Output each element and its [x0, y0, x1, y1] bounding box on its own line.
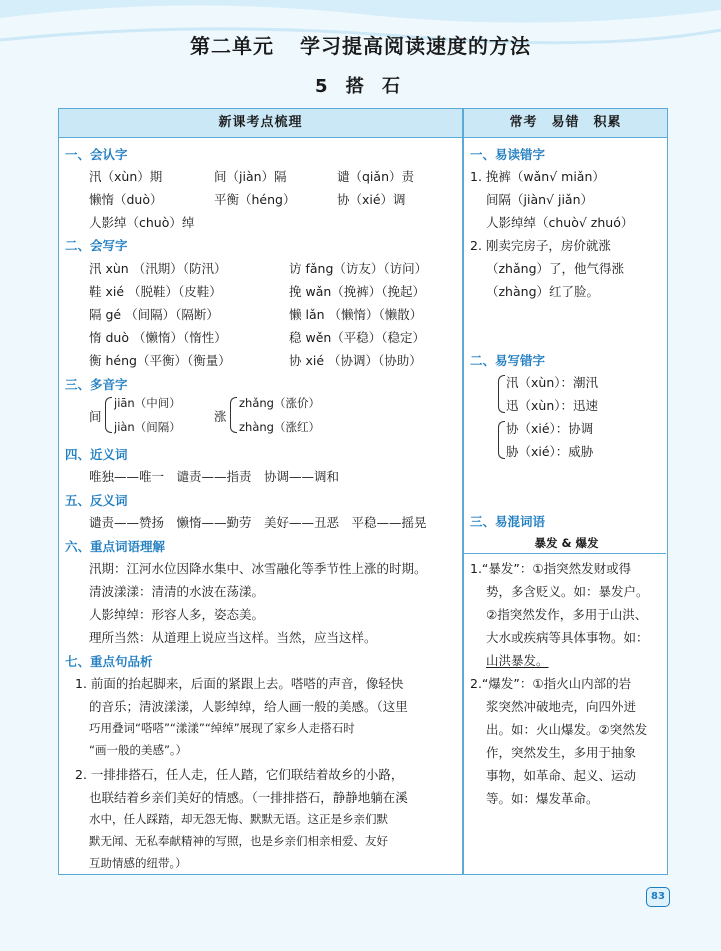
char-item: 汛（xùn）期	[89, 169, 163, 184]
write-item: 鞋 xié （脱鞋）（皮鞋）	[89, 284, 222, 299]
sentence-line: 2. 一排排搭石，任人走，任人踏，它们联结着故乡的小路，	[75, 767, 404, 782]
misread-item: （zhàng）红了脸。	[486, 284, 600, 299]
char-item: 懒惰（duò）	[89, 192, 163, 207]
section-title: 一、易读错字	[470, 147, 546, 162]
sentence-line: 默无闻、无私奉献精神的写照，也是乡亲们相亲相爱、友好	[89, 834, 388, 848]
confusable-line: 1.“暴发”：①指突然发财或得	[470, 561, 632, 576]
right-panel-title: 常考 易错 积累	[464, 109, 667, 138]
char-item: 平衡（héng）	[214, 192, 296, 207]
word-definition: 汛期：江河水位因降水集中、冰雪融化等季节性上涨的时期。	[89, 561, 427, 576]
unit-title	[0, 30, 721, 59]
section-title: 五、反义词	[65, 493, 128, 508]
brace	[498, 375, 505, 413]
confusable-line: 山洪暴发。	[486, 653, 549, 668]
divider	[464, 553, 666, 554]
section-title: 一、会认字	[65, 147, 128, 162]
sentence-line: 的音乐；清波漾漾，人影绰绰，给人画一般的美感。（这里	[89, 699, 408, 714]
write-item: 惰 duò （懒惰）（惰性）	[89, 330, 227, 345]
misread-item: 人影绰绰（chuò√ zhuó）	[486, 215, 634, 230]
section-title: 二、会写字	[65, 238, 128, 253]
section-title: 七、重点句品析	[65, 654, 153, 669]
confusable-line: 势，多含贬义。如：暴发户。	[486, 584, 649, 599]
sentence-line: “画一般的美感”。）	[89, 743, 188, 757]
synonym-list: 唯独——唯一 谴责——指责 协调——调和	[89, 469, 340, 484]
word-definition: 理所当然：从道理上说应当这样。当然，应当这样。	[89, 630, 377, 645]
section-title: 二、易写错字	[470, 353, 546, 368]
sentence-line: 巧用叠词“嗒嗒”“漾漾”“绰绰”展现了家乡人走搭石时	[89, 721, 355, 735]
write-item: 懒 lǎn （懒惰）（懒散）	[289, 307, 423, 322]
write-item: 协 xié （协调）（协助）	[289, 353, 422, 368]
confusable-line: 大水或疾病等具体事物。如：	[486, 630, 649, 645]
misread-item: 1. 挽裤（wǎn√ miǎn）	[470, 169, 605, 184]
polyphone-char: 间	[89, 409, 102, 424]
miswrite-item: 胁（xié）：威胁	[506, 444, 594, 459]
misread-item: 2. 刚卖完房子，房价就涨	[470, 238, 611, 253]
confusable-line: 等。如：爆发革命。	[486, 791, 599, 806]
write-item: 隔 gé （间隔）（隔断）	[89, 307, 219, 322]
char-item: 人影绰（chuò）绰	[89, 215, 195, 230]
sentence-line: 互助情感的纽带。）	[89, 856, 187, 870]
left-panel-title: 新课考点梳理	[59, 109, 462, 138]
polyphone-reading: jiàn（间隔）	[114, 420, 181, 434]
right-panel	[463, 108, 668, 875]
brace	[230, 397, 237, 433]
sentence-line: 水中，任人踩踏，却无怨无悔、默默无语。这正是乡亲们默	[89, 812, 388, 826]
polyphone-reading: zhǎng（涨价）	[239, 396, 320, 410]
word-definition: 清波漾漾：清清的水波在荡漾。	[89, 584, 265, 599]
confusable-line: 2.“爆发”：①指火山内部的岩	[470, 676, 632, 691]
miswrite-item: 迅（xùn）：迅速	[506, 398, 598, 413]
char-item: 谴（qiǎn）责	[337, 169, 414, 184]
lesson-title: 5 搭 石	[314, 76, 407, 97]
sentence-line: 也联结着乡亲们美好的情感。（一排排搭石，静静地躺在溪	[89, 790, 408, 805]
misread-item: （zhǎng）了，他气得涨	[486, 261, 625, 276]
confusable-line: 作，突然发生，多用于抽象	[486, 745, 637, 760]
write-item: 访 fǎng（访友）（访问）	[289, 261, 428, 276]
sentence-line: 1. 前面的抬起脚来，后面的紧跟上去。嗒嗒的声音，像轻快	[75, 676, 404, 691]
confusable-tag: 暴发 & 爆发	[534, 536, 599, 550]
unit-label: 第二单元	[190, 34, 274, 58]
polyphone-reading: jiān（中间）	[114, 396, 181, 410]
header-wave-decoration	[0, 0, 721, 120]
page-number: 83	[646, 887, 670, 907]
polyphone-char: 涨	[214, 409, 227, 424]
section-title: 三、易混词语	[470, 514, 546, 529]
write-item: 挽 wǎn（挽裤）（挽起）	[289, 284, 426, 299]
misread-item: 间隔（jiàn√ jiǎn）	[486, 192, 593, 207]
section-title: 四、近义词	[65, 447, 128, 462]
confusable-line: 出。如：火山爆发。②突然发	[486, 722, 648, 737]
write-item: 稳 wěn（平稳）（稳定）	[289, 330, 426, 345]
unit-topic: 学习提高阅读速度的方法	[300, 34, 531, 58]
section-title: 六、重点词语理解	[65, 539, 166, 554]
confusable-line: ②指突然发作，多用于山洪、	[486, 607, 648, 622]
left-panel	[58, 108, 463, 875]
miswrite-item: 汛（xùn）：潮汛	[506, 375, 598, 390]
char-item: 间（jiàn）隔	[214, 169, 287, 184]
brace	[105, 397, 112, 433]
polyphone-reading: zhàng（涨红）	[239, 420, 320, 434]
write-item: 汛 xùn （汛期）（防汛）	[89, 261, 227, 276]
confusable-line: 事物，如革命、起义、运动	[486, 768, 637, 783]
miswrite-item: 协（xié）：协调	[506, 421, 594, 436]
brace	[498, 421, 505, 459]
confusable-line: 浆突然冲破地壳，向四外迸	[486, 699, 637, 714]
section-title: 三、多音字	[65, 377, 128, 392]
write-item: 衡 héng（平衡）（衡量）	[89, 353, 231, 368]
antonym-list: 谴责——赞扬 懒惰——勤劳 美好——丑恶 平稳——摇晃	[89, 515, 427, 530]
word-definition: 人影绰绰：形容人多，姿态美。	[89, 607, 265, 622]
char-item: 协（xié）调	[337, 192, 406, 207]
